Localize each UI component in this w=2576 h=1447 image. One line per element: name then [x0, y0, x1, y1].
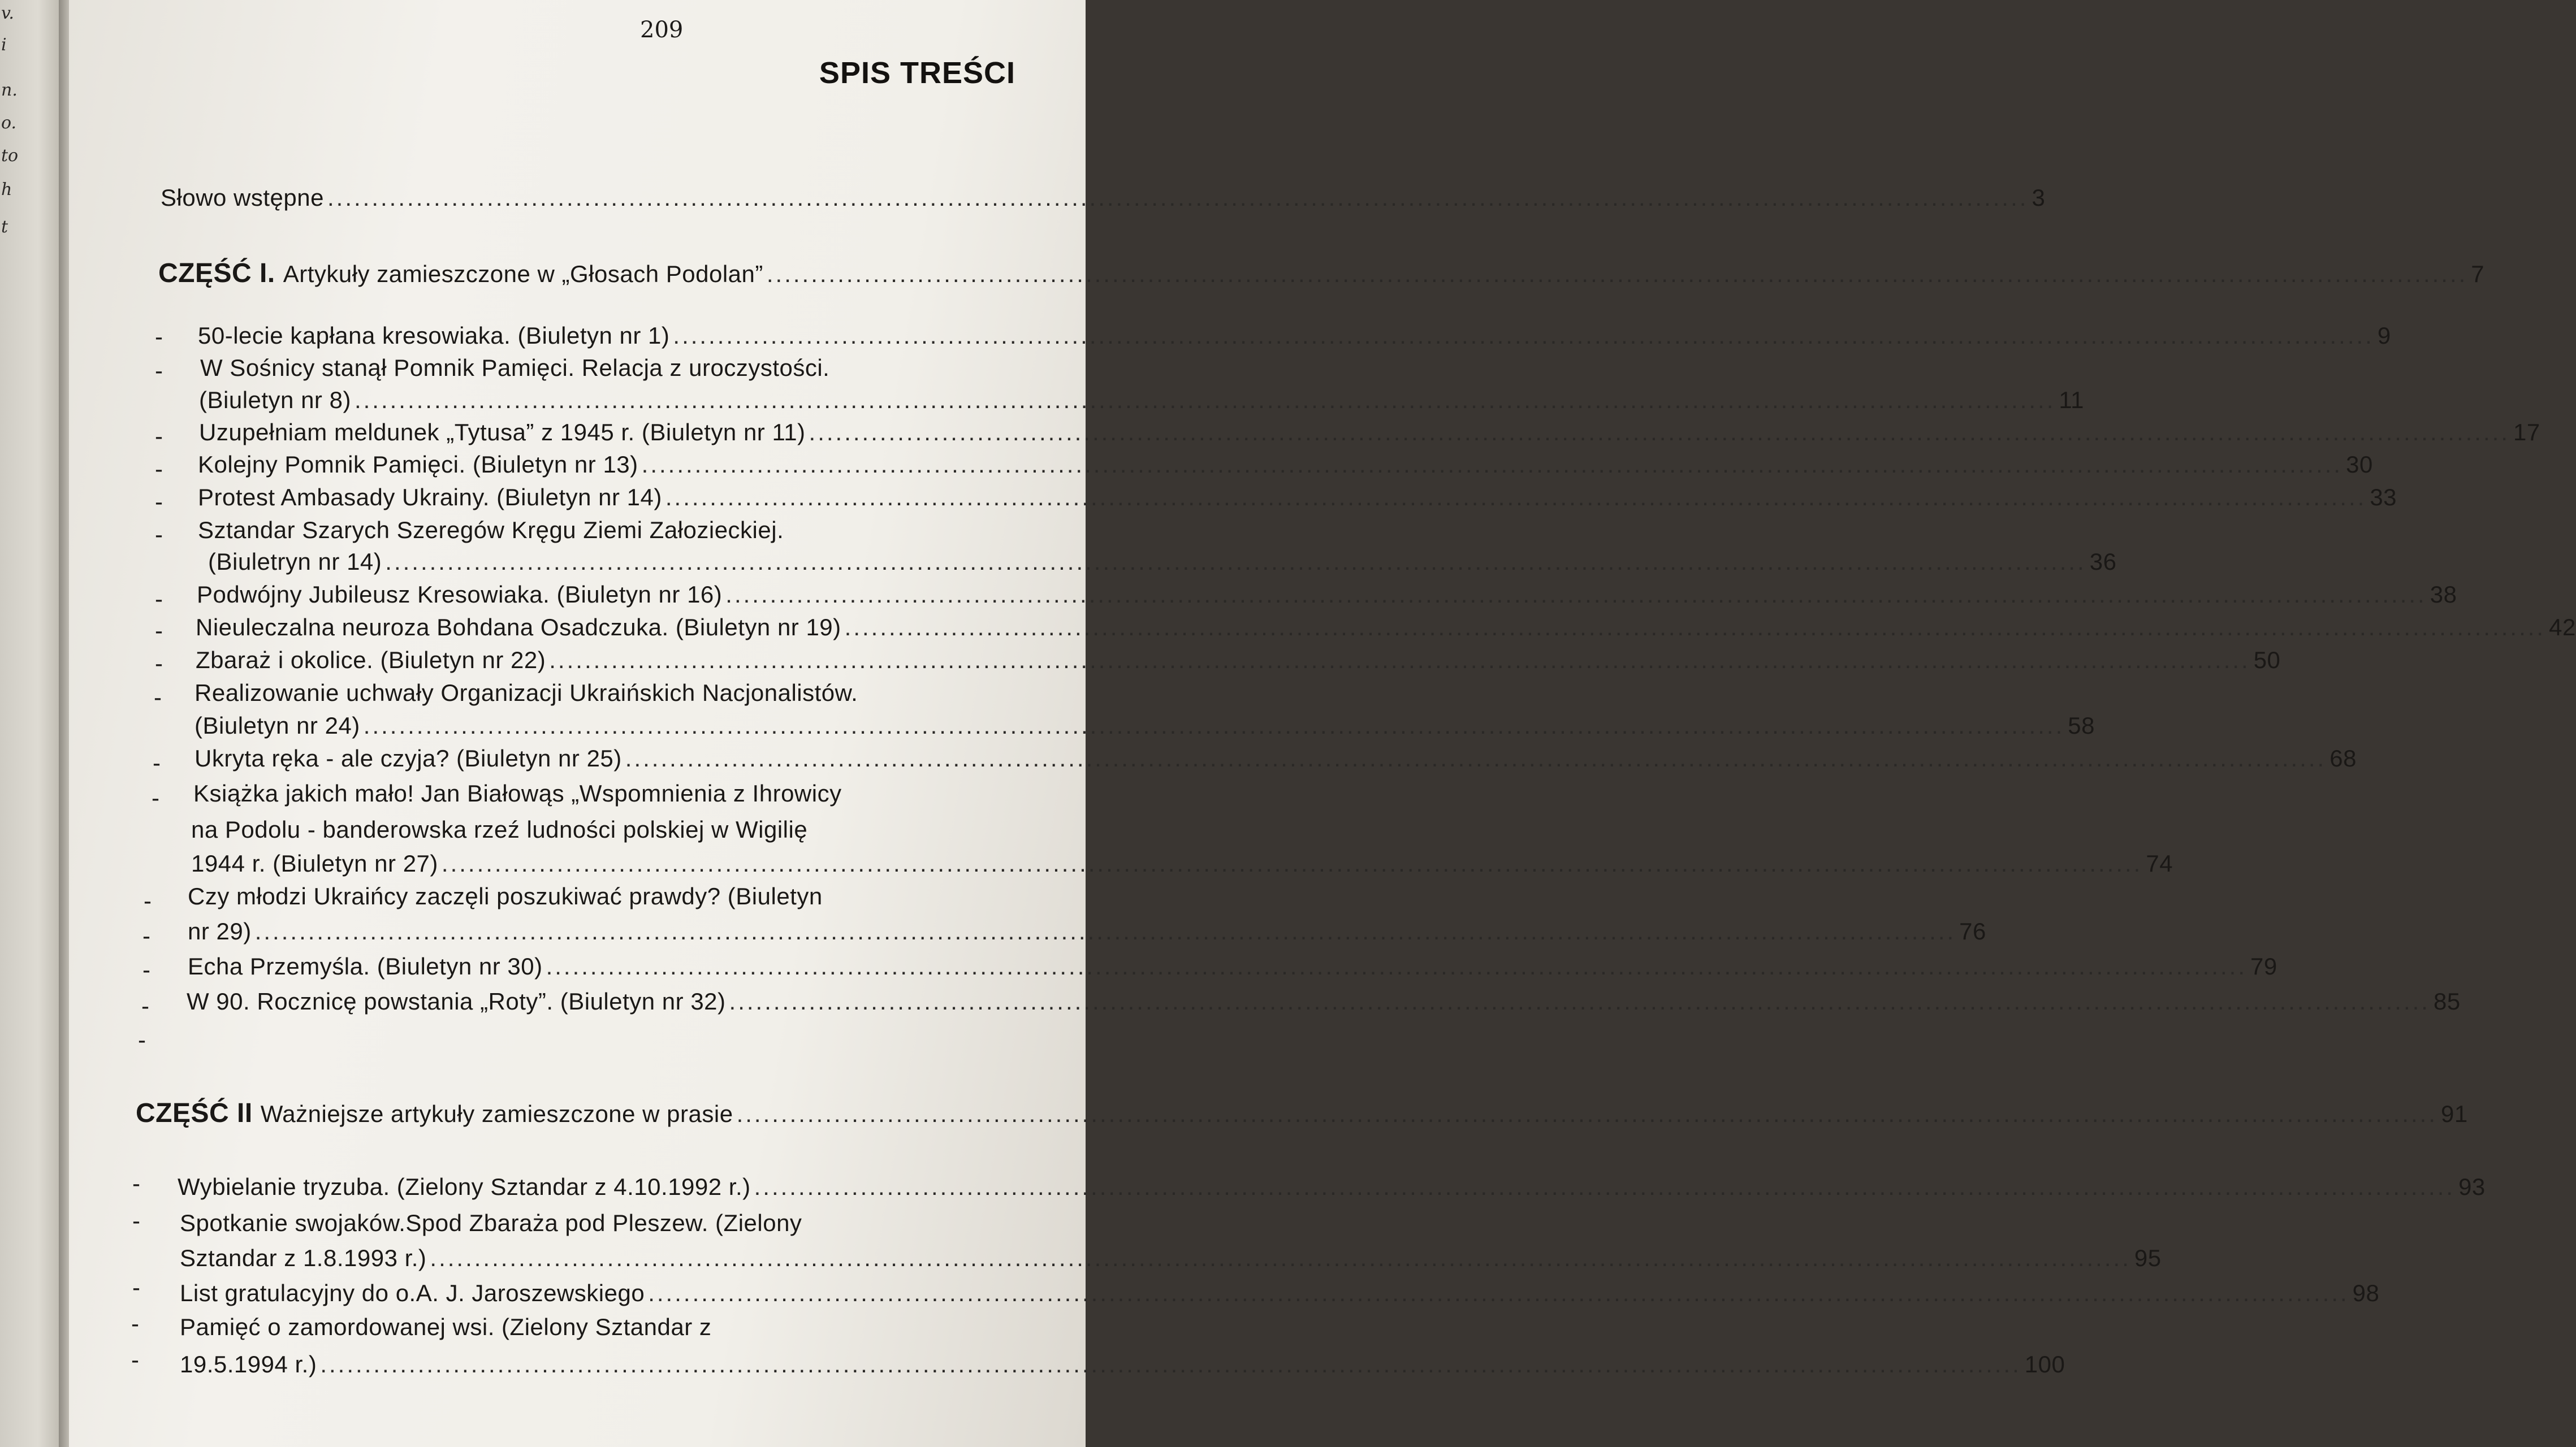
leader-dots [725, 581, 2426, 608]
leader-dots [320, 1351, 2021, 1378]
toc-entry-title: List gratulacyjny do o.A. J. Jaroszewskiego [180, 1280, 645, 1306]
adjacent-text-fragment: i [1, 35, 7, 55]
toc-entry [191, 850, 2173, 877]
adjacent-text-fragment: n. [1, 80, 18, 100]
toc-page-number: 91 [2441, 1101, 2468, 1127]
toc-entry [196, 647, 2281, 674]
toc-entry-title: Spotkanie swojaków.Spod Zbaraża pod Pleszew. (Zielony [180, 1210, 802, 1236]
leader-dots [665, 484, 2366, 511]
toc-entry [180, 1280, 2380, 1307]
list-dash: - [144, 887, 152, 914]
list-dash: - [155, 586, 163, 612]
leader-dots [673, 322, 2374, 349]
list-dash: - [154, 684, 162, 710]
toc-page-number: 7 [2471, 261, 2485, 287]
toc-entry-title: (Biuletyn nr 8) [199, 387, 351, 413]
leader-dots [809, 419, 2510, 446]
list-dash: - [155, 488, 163, 515]
toc-page-number: 11 [2059, 387, 2084, 413]
toc-entry-title: Wybielanie tryzuba. (Zielony Sztandar z 4.10.1992 r.) [178, 1173, 751, 1200]
leader-dots [549, 647, 2250, 674]
toc-entry-intro [161, 184, 2046, 211]
leader-dots [642, 451, 2342, 478]
leader-dots [767, 261, 2467, 288]
adjacent-text-fragment: t [1, 217, 8, 237]
leader-dots [546, 953, 2247, 980]
toc-entry-title: Pamięć o zamordowanej wsi. (Zielony Sztandar z [180, 1314, 712, 1340]
leader-dots [255, 918, 1956, 945]
list-dash: - [155, 456, 163, 482]
toc-entry-title: 50-lecie kapłana kresowiaka. (Biuletyn nr 1) [198, 322, 670, 349]
toc-entry [180, 1351, 2065, 1378]
adjacent-text-fragment: to [1, 146, 19, 166]
list-dash: - [132, 1274, 140, 1301]
toc-entry [188, 918, 1986, 945]
toc-entry-title: Słowo wstępne [161, 184, 324, 211]
list-dash: - [141, 993, 149, 1019]
toc-part-heading [158, 258, 2485, 289]
toc-page-number: 9 [2377, 322, 2391, 349]
list-dash: - [138, 1026, 146, 1053]
toc-page-number: 79 [2250, 953, 2277, 980]
toc-entry-title: Kolejny Pomnik Pamięci. (Biuletyn nr 13) [198, 451, 638, 478]
leader-dots [737, 1101, 2437, 1128]
list-dash: - [142, 956, 150, 983]
toc-entry-title: W Sośnicy stanął Pomnik Pamięci. Relacja z uroczystości. [200, 354, 830, 381]
leader-dots [385, 548, 2086, 575]
part-label: CZĘŚĆ I. [158, 258, 275, 288]
adjacent-text-fragment: o. [1, 113, 17, 133]
toc-entry-title: Podwójny Jubileusz Kresowiaka. (Biuletyn nr 16) [197, 581, 723, 608]
toc-entry-title: Sztandar Szarych Szeregów Kręgu Ziemi Załozieckiej. [198, 517, 784, 543]
toc-entry [199, 387, 2084, 414]
leader-dots [648, 1280, 2349, 1307]
toc-entry [195, 712, 2095, 739]
toc-page-number: 93 [2458, 1173, 2486, 1200]
list-dash: - [131, 1346, 139, 1373]
list-dash: - [155, 357, 163, 384]
toc-page-number: 76 [1959, 918, 1986, 945]
leader-dots [754, 1173, 2455, 1201]
leader-dots [442, 850, 2142, 877]
leader-dots [845, 614, 2545, 641]
toc-page-number: 17 [2513, 419, 2540, 445]
list-dash: - [132, 1207, 140, 1234]
leader-dots [430, 1245, 2130, 1272]
leader-dots [327, 184, 2028, 211]
toc-entry-title: Uzupełniam meldunek „Tytusa” z 1945 r. (Biuletyn nr 11) [199, 419, 806, 445]
leader-dots [364, 712, 2064, 739]
toc-page-number: 58 [2068, 712, 2095, 739]
list-dash: - [155, 423, 163, 449]
toc-page-number: 74 [2146, 850, 2173, 877]
toc-entry-title: Sztandar z 1.8.1993 r.) [180, 1245, 427, 1271]
toc-entry [198, 451, 2373, 478]
book-page [69, 0, 2576, 1447]
toc-entry [180, 1245, 2162, 1272]
toc-entry-title: 19.5.1994 r.) [180, 1351, 317, 1377]
toc-entry [208, 548, 2117, 575]
toc-entry-title: nr 29) [188, 918, 252, 945]
list-dash: - [155, 650, 163, 677]
part-title: Artykuły zamieszczone w „Głosach Podolan” [283, 261, 763, 287]
toc-entry-title: Zbaraż i okolice. (Biuletyn nr 22) [196, 647, 546, 673]
toc-entry-title: 1944 r. (Biuletyn nr 27) [191, 850, 438, 877]
toc-entry [199, 419, 2540, 446]
toc-page-number: 50 [2253, 647, 2281, 673]
toc-page-number: 85 [2433, 988, 2461, 1015]
toc-entry [197, 581, 2457, 608]
list-dash: - [155, 521, 163, 548]
list-dash: - [131, 1310, 139, 1337]
toc-page-number: 36 [2089, 548, 2117, 575]
list-dash: - [153, 750, 161, 776]
part-label: CZĘŚĆ II [136, 1098, 253, 1128]
toc-entry [198, 484, 2397, 511]
leader-dots [729, 988, 2430, 1015]
list-dash: - [152, 785, 159, 811]
toc-entry-title: Realizowanie uchwały Organizacji Ukraińskich Nacjonalistów. [195, 679, 858, 706]
leader-dots [355, 387, 2055, 414]
toc-entry [178, 1173, 2486, 1201]
toc-entry-title: Ukryta ręka - ale czyja? (Biuletyn nr 25) [195, 745, 622, 772]
toc-page-number: 98 [2352, 1280, 2380, 1306]
list-dash: - [132, 1170, 140, 1197]
toc-page-number: 100 [2024, 1351, 2065, 1377]
toc-entry-title: W 90. Rocznicę powstania „Roty”. (Biuletyn nr 32) [187, 988, 726, 1015]
toc-page-number: 42 [2549, 614, 2576, 640]
toc-page-number: 95 [2134, 1245, 2162, 1271]
toc-entry-title: Książka jakich mało! Jan Białowąs „Wspomnienia z Ihrowicy [193, 780, 842, 807]
toc-entry [198, 322, 2391, 349]
adjacent-text-fragment: h [1, 180, 12, 200]
toc-page-number: 33 [2370, 484, 2397, 510]
page-number: 209 [640, 17, 684, 43]
toc-entry-title: Protest Ambasady Ukrainy. (Biuletyn nr 14) [198, 484, 662, 510]
list-dash: - [155, 323, 163, 350]
adjacent-page-edge [0, 0, 63, 1447]
toc-entry-title: (Biuletyn nr 24) [195, 712, 360, 739]
toc-part-heading [136, 1098, 2468, 1129]
toc-entry-title: Nieuleczalna neuroza Bohdana Osadczuka. (Biuletyn nr 19) [196, 614, 841, 640]
toc-page-number: 38 [2430, 581, 2457, 608]
toc-entry-title: Echa Przemyśla. (Biuletyn nr 30) [188, 953, 543, 980]
toc-entry [195, 745, 2357, 772]
toc-entry-title: na Podolu - banderowska rzeź ludności polskiej w Wigilię [191, 816, 808, 843]
toc-page-number: 3 [2032, 184, 2046, 211]
toc-entry-title: Czy młodzi Ukraińcy zaczęli poszukiwać prawdy? (Biuletyn [188, 883, 823, 909]
adjacent-text-fragment: v. [1, 3, 14, 23]
toc-entry [196, 614, 2576, 641]
toc-page-number: 30 [2346, 451, 2373, 478]
page-title: SPIS TREŚCI [819, 56, 1015, 90]
part-title: Ważniejsze artykuły zamieszczone w prasie [260, 1101, 733, 1127]
list-dash: - [142, 922, 150, 949]
leader-dots [625, 745, 2326, 772]
toc-entry-title: (Biuletryn nr 14) [208, 548, 382, 575]
toc-entry [188, 953, 2277, 980]
list-dash: - [155, 617, 163, 644]
toc-page-number: 68 [2329, 745, 2357, 772]
toc-entry [187, 988, 2461, 1015]
